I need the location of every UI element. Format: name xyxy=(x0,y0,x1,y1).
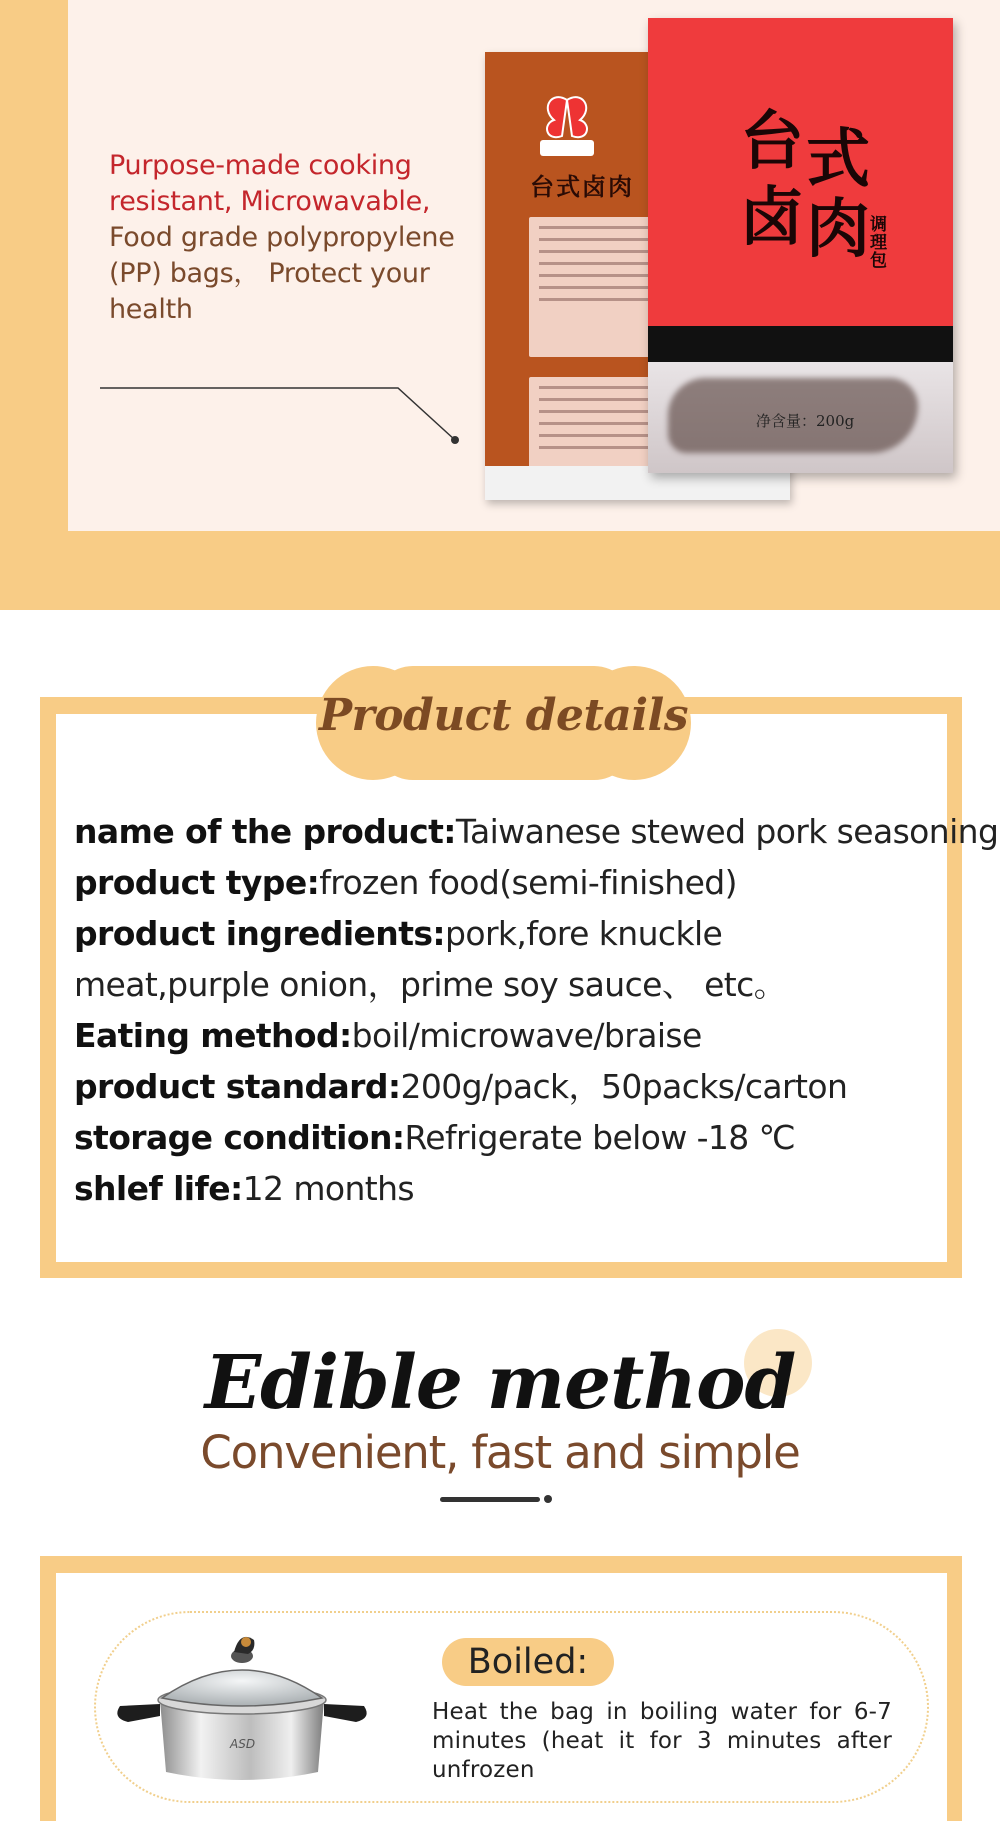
package-title-char: 肉 xyxy=(806,192,870,267)
edible-subtitle: Convenient, fast and simple xyxy=(200,1426,800,1479)
spec-value: pork,fore knuckle meat,purple onion，prime soy sauce、 etc。 xyxy=(74,914,787,1004)
hero-description xyxy=(109,148,469,328)
spec-row-shelf-life xyxy=(74,1163,954,1214)
spec-value: Refrigerate below -18 ℃ xyxy=(404,1118,796,1157)
spec-label: name of the product: xyxy=(74,812,456,851)
brand-logo-icon xyxy=(532,90,602,160)
hero-text-brown: Food grade polypropylene (PP) bags， Protect your health xyxy=(109,222,455,325)
details-title: Product details xyxy=(318,690,689,741)
spec-list xyxy=(74,806,999,1214)
spec-row-ingredients xyxy=(74,908,874,1010)
spec-row-storage xyxy=(74,1112,954,1163)
hero-text-red: Purpose-made cooking resistant, Microwavable, xyxy=(109,150,431,217)
package-subtitle: 调理包 xyxy=(870,215,887,271)
package-title-char: 式 xyxy=(806,122,870,197)
spec-row-standard xyxy=(74,1061,954,1112)
svg-text:ASD: ASD xyxy=(230,1737,256,1751)
section-divider-dot xyxy=(544,1495,552,1503)
edible-title: Edible method xyxy=(204,1340,796,1426)
spec-label: Eating method: xyxy=(74,1016,352,1055)
package-title-char: 台 xyxy=(740,104,804,179)
spec-label: product type: xyxy=(74,863,320,902)
package-band xyxy=(648,326,953,362)
spec-label: product ingredients: xyxy=(74,914,446,953)
package-title-char: 卤 xyxy=(740,180,804,255)
spec-value: boil/microwave/braise xyxy=(351,1016,702,1055)
method-name-boiled: Boiled: xyxy=(442,1638,614,1686)
leader-line xyxy=(100,380,470,452)
spec-value: 200g/pack，50packs/carton xyxy=(400,1067,848,1106)
section-divider xyxy=(440,1497,540,1502)
pot-icon xyxy=(112,1622,372,1792)
spec-row-type xyxy=(74,857,954,908)
spec-value: Taiwanese stewed pork seasoning xyxy=(455,812,999,851)
package-back-title: 台式卤肉 xyxy=(530,173,634,201)
method-description-boiled: Heat the bag in boiling water for 6-7 minutes (heat it for 3 minutes after unfrozen xyxy=(432,1699,892,1783)
spec-label: product standard: xyxy=(74,1067,401,1106)
spec-value: 12 months xyxy=(242,1169,415,1208)
package-net-weight: 净含量：200g xyxy=(756,412,855,430)
spec-row-eating-method xyxy=(74,1010,954,1061)
package-front-image xyxy=(648,18,953,473)
spec-label: storage condition: xyxy=(74,1118,405,1157)
spec-label: shlef life: xyxy=(74,1169,243,1208)
spec-value: frozen food(semi-finished) xyxy=(319,863,737,902)
spec-row-name xyxy=(74,806,999,857)
